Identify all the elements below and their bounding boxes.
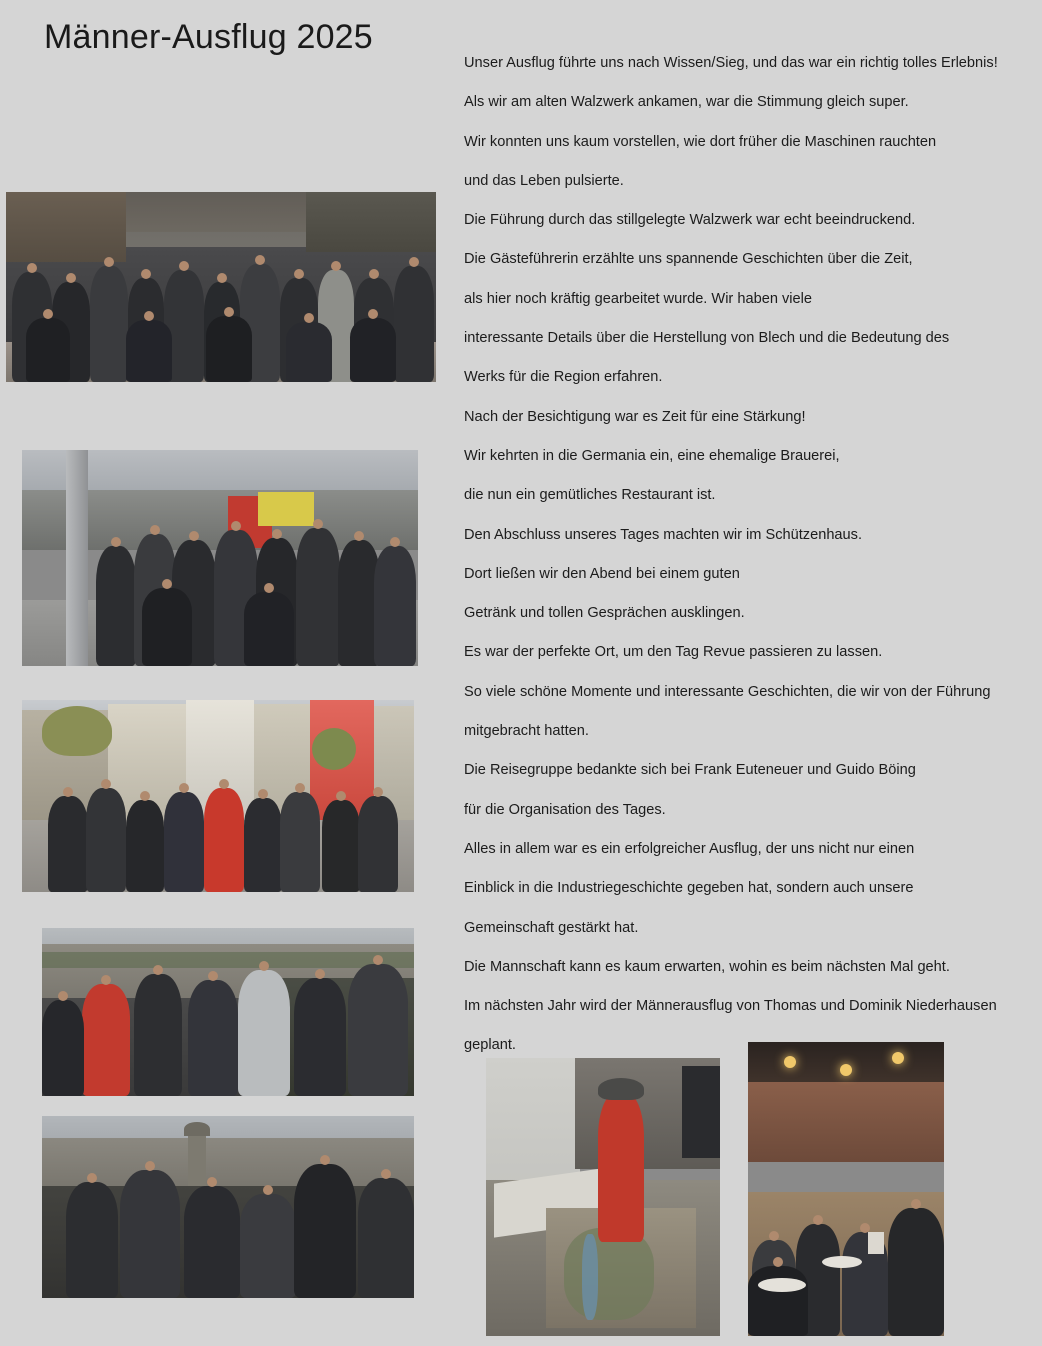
text-line: Alles in allem war es ein erfolgreicher Ausflug, der uns nicht nur einen [464, 840, 915, 857]
text-line: Dort ließen wir den Abend bei einem guten [464, 565, 740, 582]
text-line: So viele schöne Momente und interessante Geschichten, die wir von der Führung [464, 683, 991, 700]
photo-content [748, 1042, 944, 1336]
text-line: mitgebracht hatten. [464, 723, 589, 740]
text-line: Werks für die Region erfahren. [464, 369, 663, 386]
group-photo-stadtfuehrung [22, 700, 414, 892]
page-title: Männer-Ausflug 2025 [44, 18, 373, 56]
text-line: Nach der Besichtigung war es Zeit für eine Stärkung! [464, 408, 806, 425]
text-line: Gemeinschaft gestärkt hat. [464, 919, 639, 936]
group-photo-walzwerk [6, 192, 436, 382]
text-line: geplant. [464, 1037, 516, 1054]
text-line: als hier noch kräftig gearbeitet wurde. Wir haben viele [464, 290, 812, 307]
text-line: Einblick in die Industriegeschichte gegeben hat, sondern auch unsere [464, 880, 914, 897]
group-photo-terrasse-1 [42, 928, 414, 1096]
text-line: Als wir am alten Walzwerk ankamen, war die Stimmung gleich super. [464, 94, 909, 111]
text-line: Die Gästeführerin erzählte uns spannende Geschichten über die Zeit, [464, 251, 913, 268]
text-line: Es war der perfekte Ort, um den Tag Revue passieren zu lassen. [464, 644, 883, 661]
text-line: Die Mannschaft kann es kaum erwarten, wohin es beim nächsten Mal geht. [464, 958, 950, 975]
text-line: Wir konnten uns kaum vorstellen, wie dort früher die Maschinen rauchten [464, 133, 937, 150]
photo-content [42, 1116, 414, 1298]
photo-restaurant-germania [748, 1042, 944, 1336]
group-photo-terrasse-2 [42, 1116, 414, 1298]
text-line: Wir kehrten in die Germania ein, eine ehemalige Brauerei, [464, 447, 840, 464]
text-line: Unser Ausflug führte uns nach Wissen/Sieg, und das war ein richtig tolles Erlebnis! [464, 55, 998, 71]
article-text [464, 44, 1042, 1066]
photo-content [6, 192, 436, 382]
text-line: die nun ein gemütliches Restaurant ist. [464, 487, 716, 504]
photo-content [22, 450, 418, 666]
photo-content [22, 700, 414, 892]
text-line: und das Leben pulsierte. [464, 172, 624, 189]
photo-content [486, 1058, 720, 1336]
text-line: Die Reisegruppe bedankte sich bei Frank Euteneuer und Guido Böing [464, 762, 916, 779]
text-line: interessante Details über die Herstellung von Blech und die Bedeutung des [464, 330, 950, 347]
group-photo-bahnsteig [22, 450, 418, 666]
text-line: Die Führung durch das stillgelegte Walzwerk war echt beeindruckend. [464, 212, 916, 229]
photo-modell-ausstellung [486, 1058, 720, 1336]
text-line: für die Organisation des Tages. [464, 801, 666, 818]
text-line: Im nächsten Jahr wird der Männerausflug von Thomas und Dominik Niederhausen [464, 998, 997, 1015]
photo-content [42, 928, 414, 1096]
text-line: Getränk und tollen Gesprächen ausklingen. [464, 605, 745, 622]
text-line: Den Abschluss unseres Tages machten wir im Schützenhaus. [464, 526, 863, 543]
